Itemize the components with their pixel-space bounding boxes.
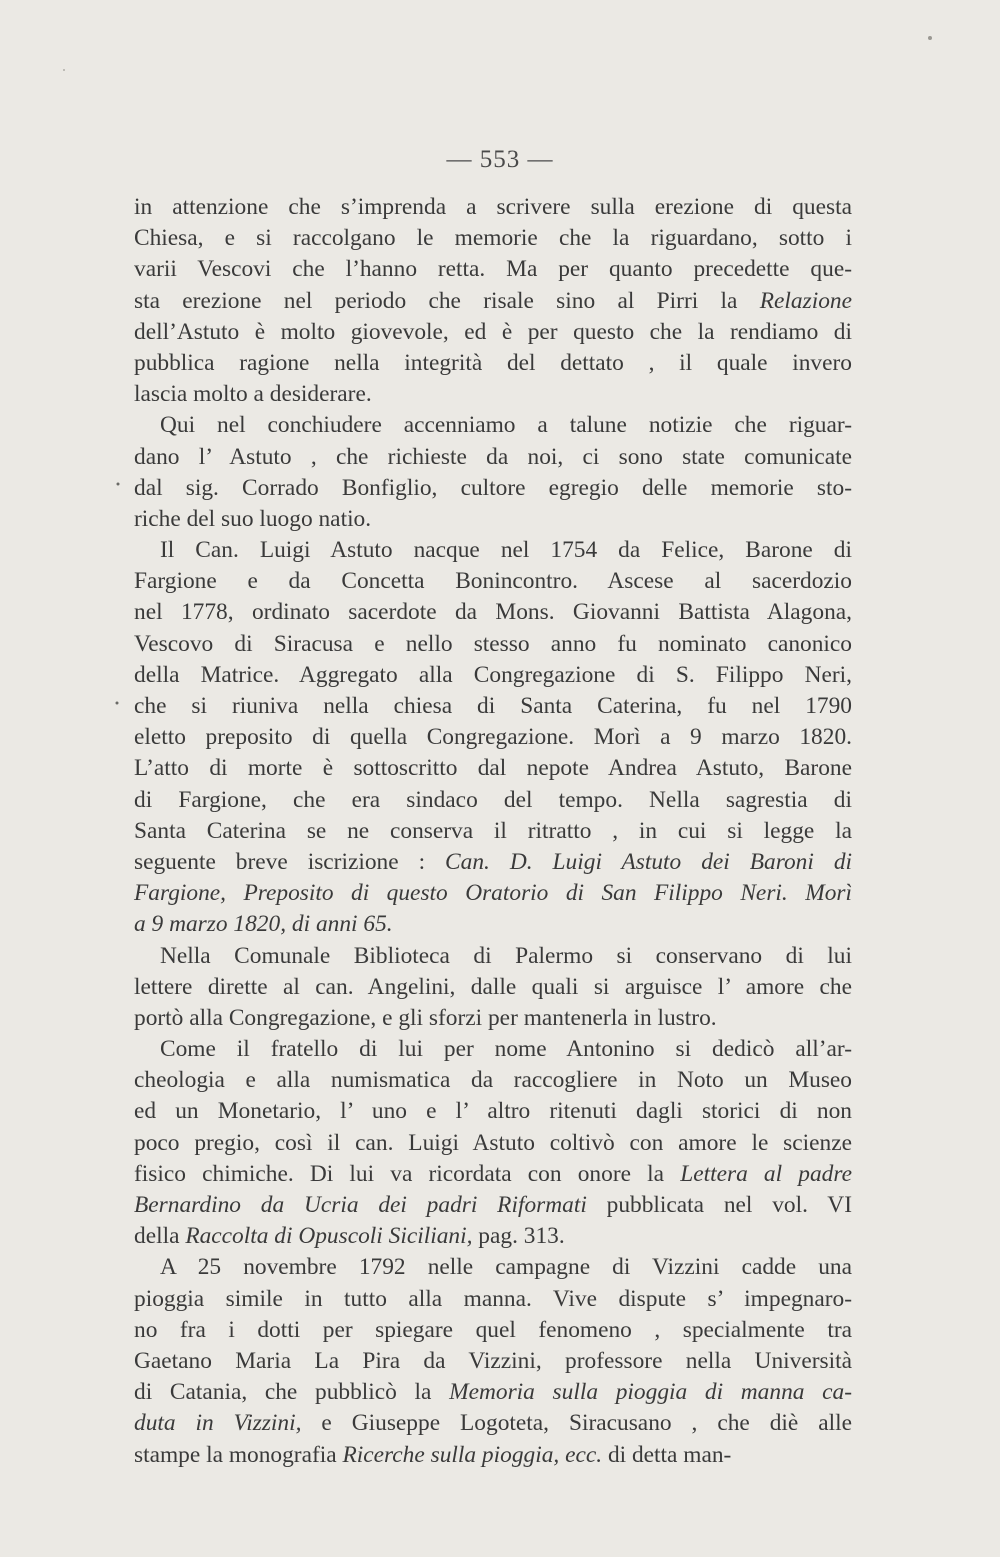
text-run: di Fargione, che era sindaco del tempo. Nella sagrestia di [134,786,852,813]
text-run: in attenzione che s’imprenda a scrivere sulla erezione di questa [134,194,852,220]
text-run: Santa Caterina se ne conserva il ritratto , in cui si legge la [134,817,852,844]
text-line [134,1190,852,1221]
text-run: no fra i dotti per spiegare quel fenomeno , specialmente tra [134,1316,852,1343]
text-line [134,1440,852,1471]
text-run: Qui nel conchiudere accenniamo a talune notizie che riguar- [160,412,852,439]
text-run: Fargione e da Concetta Bonincontro. Ascese al sacerdozio [134,568,852,595]
text-line [134,847,852,878]
paragraph [134,1034,852,1252]
text-run: poco pregio, così il can. Luigi Astuto coltivò con amore le scienze [134,1129,852,1156]
text-line [134,473,852,504]
page-number: — 553 — [446,146,554,173]
text-run: pioggia simile in tutto alla manna. Vive dispute s’ impegnaro- [134,1285,852,1312]
text-run: Nella Comunale Biblioteca di Palermo si conservano di lui [160,942,852,969]
text-line [134,410,852,441]
italic-text: Relazione [759,287,852,314]
text-line [134,379,852,410]
text-run: fisico chimiche. Di lui va ricordata con onore la [134,1160,681,1187]
italic-text: a 9 marzo 1820, di anni 65. [134,911,393,938]
text-line [134,1096,852,1127]
text-line [134,442,852,473]
text-line [134,1221,852,1252]
italic-text: Ricerche sulla pioggia, ecc. [342,1441,603,1468]
text-line [134,192,852,223]
text-run: sta erezione nel periodo che risale sino al Pirri la [134,287,760,314]
text-line [134,972,852,1003]
text-run: L’atto di morte è sottoscritto dal nepote Andrea Astuto, Barone [134,755,852,782]
italic-text: Lettera al padre [680,1160,852,1187]
text-line [134,722,852,753]
paragraph [134,941,852,1035]
text-line [134,597,852,628]
text-line [134,1315,852,1346]
text-line [134,1377,852,1408]
italic-text: Memoria sulla pioggia di manna ca- [449,1379,853,1406]
text-run: Come il fratello di lui per nome Antonino si dedicò all’ar- [160,1036,852,1063]
italic-text: Bernardino da Ucria dei padri Riformati [134,1192,587,1218]
text-line [134,317,852,348]
text-run: cheologia e alla numismatica da raccogliere in Noto un Museo [134,1067,852,1094]
text-run: lascia molto a desiderare. [134,381,372,408]
text-line [134,878,852,909]
text-line [134,1034,852,1065]
text-line [134,1284,852,1315]
text-line [134,1252,852,1283]
text-run: seguente breve iscrizione : [134,848,446,875]
text-run: e Giuseppe Logoteta, Siracusano , che diè alle [301,1410,852,1437]
text-line [134,1065,852,1096]
text-run: eletto preposito di quella Congregazione. Morì a 9 marzo 1820. [134,724,852,751]
text-line [134,753,852,784]
paragraph [134,410,852,535]
italic-text: duta in Vizzini, [134,1410,302,1437]
text-line [134,254,852,285]
text-line [134,223,852,254]
italic-text: Fargione, Preposito di questo Oratorio di San Filippo Neri. Morì [134,880,852,907]
text-run: varii Vescovi che l’hanno retta. Ma per quanto precedette que- [134,256,852,283]
text-run: pag. 313. [472,1223,565,1250]
text-run: dano l’ Astuto , che richieste da noi, ci sono state comunicate [134,443,852,470]
text-run: nel 1778, ordinato sacerdote da Mons. Giovanni Battista Alagona, [134,599,852,626]
text-run: A 25 novembre 1792 nelle campagne di Vizzini cadde una [160,1254,852,1281]
text-run: di detta man- [602,1441,732,1468]
text-run: Gaetano Maria La Pira da Vizzini, professore nella Università [134,1347,852,1374]
paragraph [134,535,852,940]
text-run: ed un Monetario, l’ uno e l’ altro ritenuti dagli storici di non [134,1098,852,1125]
text-run: pubblica ragione nella integrità del dettato , il quale invero [134,349,852,376]
text-run: della Matrice. Aggregato alla Congregazione di S. Filippo Neri, [134,661,852,688]
text-line [134,348,852,379]
text-run: portò alla Congregazione, e gli sforzi per mantenerla in lustro. [134,1004,717,1031]
text-run: Chiesa, e si raccolgano le memorie che la riguardano, sotto i [134,225,852,252]
text-run: dell’Astuto è molto giovevole, ed è per questo che la rendiamo di [134,318,852,345]
text-line [134,535,852,566]
text-line [134,1159,852,1190]
text-line [134,629,852,660]
text-run: dal sig. Corrado Bonfiglio, cultore egregio delle memorie sto- [134,474,852,501]
text-line [134,286,852,317]
text-line [134,941,852,972]
text-line [134,1003,852,1034]
text-run: che si riuniva nella chiesa di Santa Caterina, fu nel 1790 [134,693,852,719]
italic-text: Raccolta di Opuscoli Siciliani, [185,1223,473,1250]
text-run: della [134,1223,186,1250]
text-line [134,909,852,940]
text-run: riche del suo luogo natio. [134,505,372,532]
text-run: Vescovo di Siracusa e nello stesso anno fu nominato canonico [134,630,852,657]
body-text [134,192,852,1471]
text-line [134,504,852,535]
text-run: di Catania, che pubblicò la [134,1379,450,1406]
text-run: Il Can. Luigi Astuto nacque nel 1754 da Felice, Barone di [160,537,852,564]
text-run: pubblicata nel vol. VI [586,1192,852,1218]
text-line [134,816,852,847]
text-run: lettere dirette al can. Angelini, dalle quali si arguisce l’ amore che [134,973,852,1000]
text-line [134,660,852,691]
italic-text: Can. D. Luigi Astuto dei Baroni di [445,848,853,875]
text-run: stampe la monografia [134,1441,343,1468]
text-line [134,691,852,722]
text-line [134,1128,852,1159]
text-line [134,566,852,597]
paragraph [134,192,852,410]
paragraph [134,1252,852,1470]
text-line [134,785,852,816]
text-line [134,1346,852,1377]
text-line [134,1408,852,1439]
